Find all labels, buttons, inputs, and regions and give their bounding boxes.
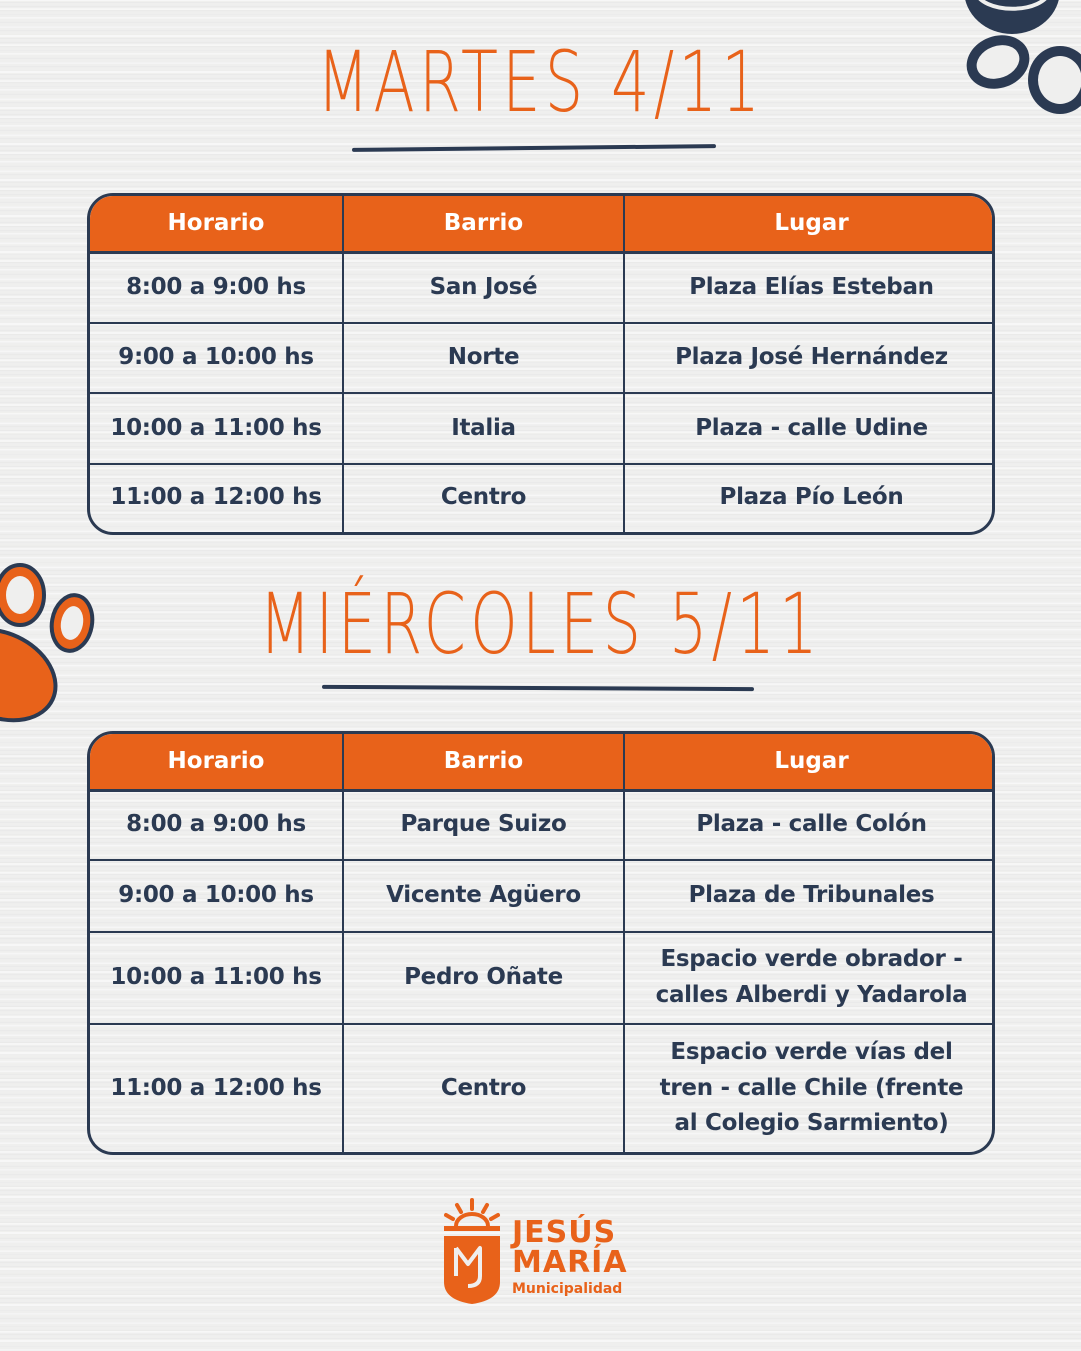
lugar-line: Plaza Pío León bbox=[719, 484, 904, 511]
cell-barrio: Pedro Oñate bbox=[343, 932, 624, 1024]
cell-horario: 9:00 a 10:00 hs bbox=[90, 323, 343, 393]
cell-lugar bbox=[624, 1024, 995, 1152]
schedule-table-wednesday bbox=[87, 731, 995, 1155]
lugar-line: Plaza - calle Colón bbox=[696, 811, 927, 838]
column-header-lugar: Lugar bbox=[624, 734, 995, 790]
logo-line-1: JESÚS bbox=[512, 1215, 617, 1250]
cell-lugar bbox=[624, 464, 995, 532]
lugar-line: Espacio verde vías del bbox=[670, 1039, 953, 1066]
schedule-table-tuesday bbox=[87, 193, 995, 535]
cell-barrio: Vicente Agüero bbox=[343, 860, 624, 932]
title-underline bbox=[322, 685, 754, 691]
column-header-barrio: Barrio bbox=[343, 734, 624, 790]
logo-line-3: Municipalidad bbox=[512, 1281, 623, 1297]
cell-barrio: Centro bbox=[343, 464, 624, 532]
day-title-wednesday: MIÉRCOLES 5/11 bbox=[259, 575, 822, 673]
cell-lugar bbox=[624, 393, 995, 463]
cell-horario: 11:00 a 12:00 hs bbox=[90, 464, 343, 532]
lugar-line: Espacio verde obrador - bbox=[660, 946, 963, 973]
table-row bbox=[90, 393, 995, 463]
table-row bbox=[90, 464, 995, 532]
municipality-logo bbox=[440, 1196, 650, 1308]
table-row bbox=[90, 932, 995, 1024]
lugar-line: Plaza José Hernández bbox=[675, 344, 948, 371]
sun-icon bbox=[440, 1196, 504, 1308]
lugar-line: Plaza - calle Udine bbox=[695, 414, 928, 441]
paw-icon bbox=[0, 555, 110, 725]
lugar-line: al Colegio Sarmiento) bbox=[674, 1110, 949, 1137]
cell-horario: 8:00 a 9:00 hs bbox=[90, 252, 343, 323]
logo-line-2: MARÍA bbox=[512, 1245, 628, 1280]
day-title-tuesday: MARTES 4/11 bbox=[316, 33, 765, 131]
column-header-lugar: Lugar bbox=[624, 196, 995, 252]
cell-lugar bbox=[624, 323, 995, 393]
title-underline bbox=[352, 144, 716, 152]
cell-horario: 9:00 a 10:00 hs bbox=[90, 860, 343, 932]
table-row bbox=[90, 323, 995, 393]
lugar-line: Plaza Elías Esteban bbox=[689, 274, 934, 300]
cell-horario: 8:00 a 9:00 hs bbox=[90, 790, 343, 860]
cell-horario: 10:00 a 11:00 hs bbox=[90, 393, 343, 463]
cell-lugar bbox=[624, 860, 995, 932]
cell-lugar bbox=[624, 252, 995, 323]
cell-lugar bbox=[624, 790, 995, 860]
lugar-line: Plaza de Tribunales bbox=[688, 882, 935, 909]
paw-icon bbox=[950, 0, 1081, 160]
cell-barrio: Italia bbox=[343, 393, 624, 463]
cell-horario: 11:00 a 12:00 hs bbox=[90, 1024, 343, 1152]
column-header-horario: Horario bbox=[90, 196, 343, 252]
column-header-barrio: Barrio bbox=[343, 196, 624, 252]
cell-barrio: Parque Suizo bbox=[343, 790, 624, 860]
cell-barrio: San José bbox=[343, 252, 624, 323]
cell-lugar bbox=[624, 932, 995, 1024]
column-header-horario: Horario bbox=[90, 734, 343, 790]
cell-barrio: Centro bbox=[343, 1024, 624, 1152]
lugar-line: calles Alberdi y Yadarola bbox=[655, 982, 968, 1008]
logo-text bbox=[512, 1215, 628, 1300]
table-row bbox=[90, 790, 995, 860]
cell-barrio: Norte bbox=[343, 323, 624, 393]
table-row bbox=[90, 252, 995, 323]
lugar-line: tren - calle Chile (frente bbox=[659, 1074, 964, 1101]
table-row bbox=[90, 1024, 995, 1152]
table-row bbox=[90, 860, 995, 932]
cell-horario: 10:00 a 11:00 hs bbox=[90, 932, 343, 1024]
